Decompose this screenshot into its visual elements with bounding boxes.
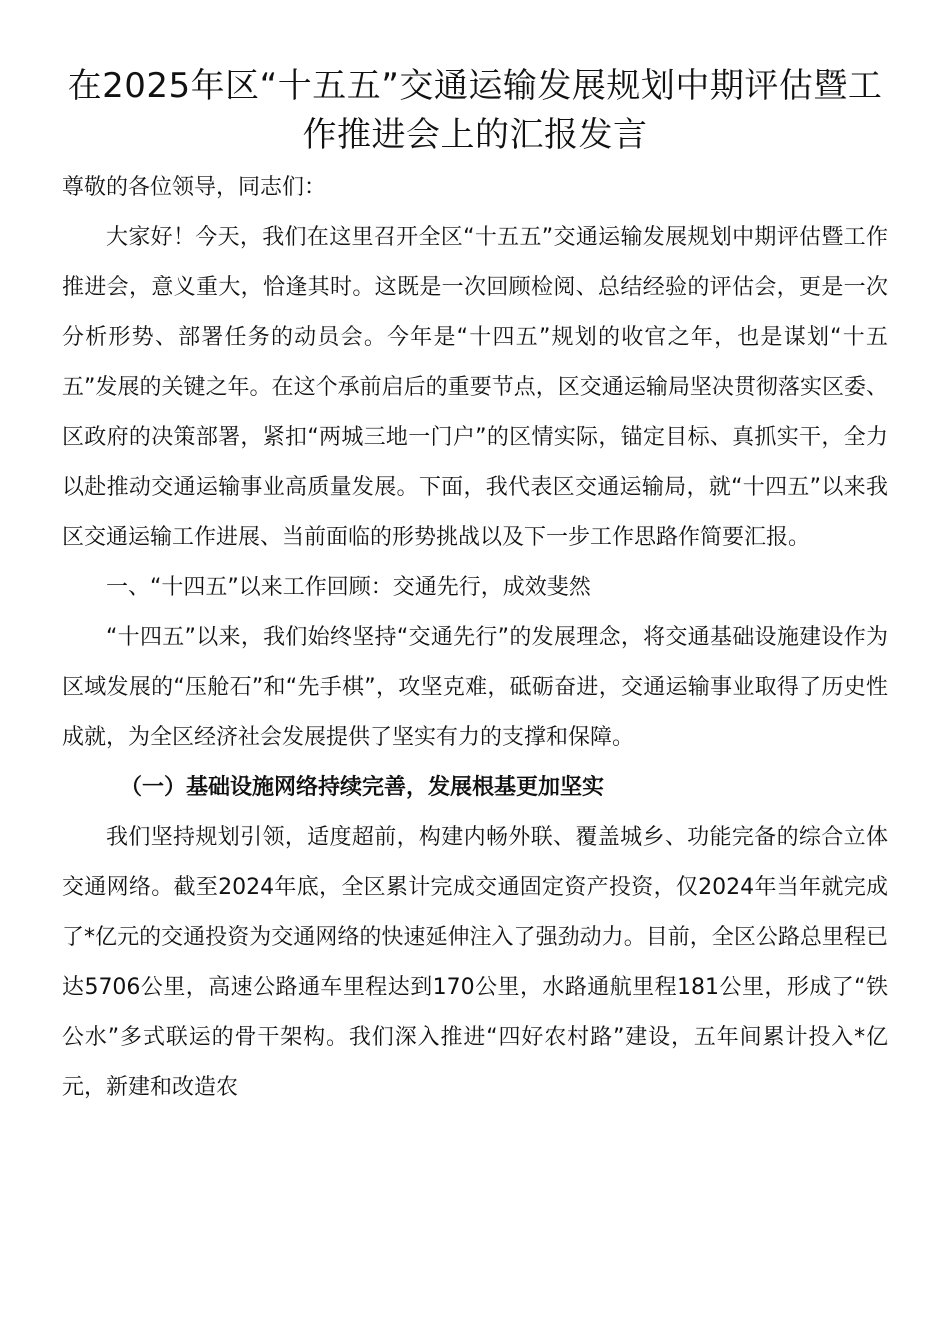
subsection-heading-1: （一）基础设施网络持续完善，发展根基更加坚实 xyxy=(120,775,605,800)
section-1-paragraph: “十四五”以来，我们始终坚持“交通先行”的发展理念，将交通基础设施建设作为区域发展的“压舱石”和“先手棋”，攻坚克难，砥砺奋进，交通运输事业取得了历史性成就，为全区经济社会发展提供了坚实有力的支撑和保障。 xyxy=(62,625,888,750)
opening-paragraph: 大家好！今天，我们在这里召开全区“十五五”交通运输发展规划中期评估暨工作推进会，意义重大，恰逢其时。这既是一次回顾检阅、总结经验的评估会，更是一次分析形势、部署任务的动员会。今年是“十四五”规划的收官之年，也是谋划“十五五”发展的关键之年。在这个承前启后的重要节点，区交通运输局坚决贯彻落实区委、区政府的决策部署，紧扣“两城三地一门户”的区情实际，锚定目标、真抓实干，全力以赴推动交通运输事业高质量发展。下面，我代表区交通运输局，就“十四五”以来我区交通运输工作进展、当前面临的形势挑战以及下一步工作思路作简要汇报。 xyxy=(62,225,888,550)
subsection-1-paragraph: 我们坚持规划引领，适度超前，构建内畅外联、覆盖城乡、功能完备的综合立体交通网络。截至2024年底，全区累计完成交通固定资产投资，仅2024年当年就完成了*亿元的交通投资为交通网络的快速延伸注入了强劲动力。目前，全区公路总里程已达5706公里，高速公路通车里程达到170公里，水路通航里程181公里，形成了“铁公水”多式联运的骨干架构。我们深入推进“四好农村路”建设，五年间累计投入*亿元，新建和改造农 xyxy=(62,825,888,1100)
document-title: 在2025年区“十五五”交通运输发展规划中期评估暨工作推进会上的汇报发言 xyxy=(67,66,883,155)
section-heading-1: 一、“十四五”以来工作回顾：交通先行，成效斐然 xyxy=(106,575,591,600)
salutation: 尊敬的各位领导，同志们： xyxy=(62,175,327,200)
